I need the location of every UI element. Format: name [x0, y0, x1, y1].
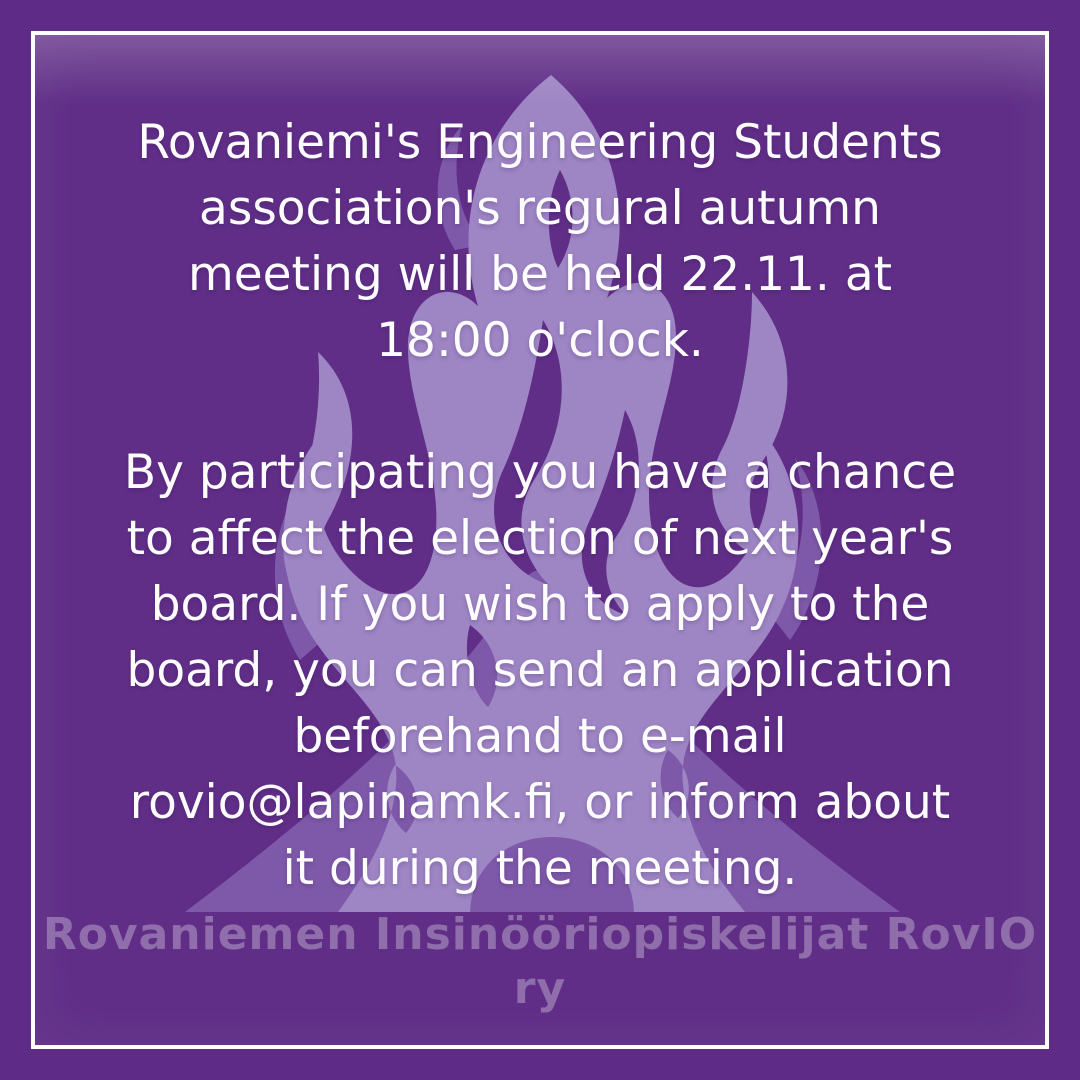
announcement-paragraph-1: Rovaniemi's Engineering Students association's regural autumn meeting will be held 22.11. at 18:00 o'clock.: [137, 115, 943, 368]
announcement-paragraph-2: By participating you have a chance to affect the election of next year's board. If you wish to apply to the board, you can send an application beforehand to e-mail rovio@lapinamk.fi, or inform about it during the meeting.: [123, 445, 957, 896]
association-name-caption: Rovaniemen Insinööriopiskelijat RovIO ry: [42, 909, 1038, 1014]
announcement-text: [42, 110, 1038, 902]
